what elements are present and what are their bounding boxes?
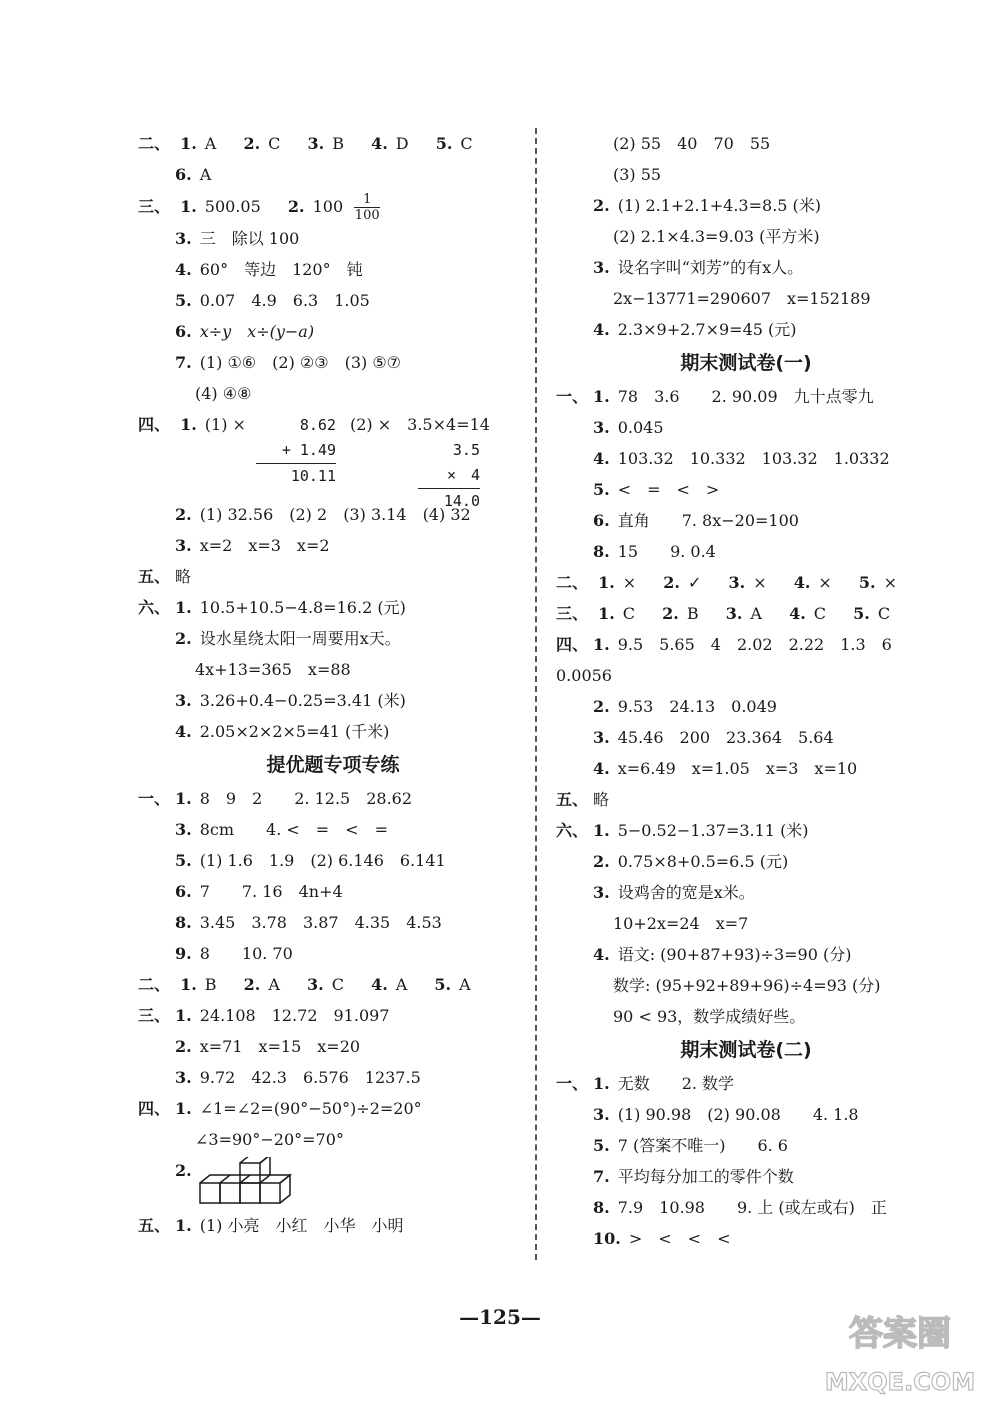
- item-answer: 10.5+10.5−4.8=16.2 (元): [199, 598, 406, 617]
- item-answer: (1) ①⑥ (2) ②③ (3) ⑤⑦: [199, 353, 402, 372]
- item-number: 1.: [180, 415, 197, 434]
- section-label: 四、: [138, 415, 171, 434]
- answer-line: [138, 876, 528, 907]
- item-answer: 100: [312, 197, 344, 216]
- answer-line: [138, 159, 528, 190]
- item-answer: 90 < 93，数学成绩好些。: [613, 1007, 806, 1026]
- item-number: 4.: [789, 604, 806, 623]
- item-answer: 78 3.6 2. 90.09 九十点零九: [617, 387, 874, 406]
- item-number: 5.: [175, 291, 192, 310]
- vertical-operand: 3.5: [452, 441, 480, 459]
- item-number: 3.: [593, 728, 610, 747]
- answer-line: [138, 190, 528, 223]
- answer-line: [556, 598, 936, 629]
- item-number: 4.: [175, 722, 192, 741]
- answer-line: [138, 409, 528, 510]
- item-number: 2.: [243, 134, 261, 153]
- fraction-denominator: 100: [354, 208, 380, 223]
- vertical-operand: × 4: [446, 466, 480, 484]
- answer-line: [556, 846, 936, 877]
- answer-line: [556, 877, 936, 908]
- item-number: 2.: [175, 505, 192, 524]
- item-answer: 设鸡舍的宽是x米。: [617, 883, 755, 902]
- item-answer: C: [877, 604, 891, 623]
- answer-line: [556, 314, 936, 345]
- item-number: 2.: [175, 629, 192, 648]
- item-answer: ×: [622, 573, 637, 592]
- item-answer: 103.32 10.332 103.32 1.0332: [617, 449, 890, 468]
- answer-line: [556, 939, 936, 970]
- item-answer: 10+2x=24 x=7: [613, 914, 749, 933]
- answer-line: [556, 283, 936, 314]
- item-number: 5.: [435, 134, 453, 153]
- item-answer: C: [622, 604, 636, 623]
- item-number: 4.: [175, 260, 192, 279]
- answer-line: [138, 561, 528, 592]
- item-answer: D: [395, 134, 409, 153]
- answer-line: [556, 1130, 936, 1161]
- item-number: 6.: [593, 511, 610, 530]
- section-title: 期末测试卷(一): [680, 352, 812, 374]
- answer-line: [138, 814, 528, 845]
- vertical-result: 14.0: [418, 488, 480, 514]
- item-number: 2.: [663, 573, 680, 592]
- item-answer: 5−0.52−1.37=3.11 (米): [617, 821, 809, 840]
- answer-line: [138, 1124, 528, 1155]
- item-answer: A: [750, 604, 762, 623]
- answer-line: [556, 505, 936, 536]
- item-answer: 9.72 42.3 6.576 1237.5: [199, 1068, 421, 1087]
- item-number: 5.: [175, 851, 192, 870]
- item-answer: 2.3×9+2.7×9=45 (元): [617, 320, 797, 339]
- item-number: 5.: [434, 975, 452, 994]
- item-number: 2.: [243, 975, 261, 994]
- section-label: 一、: [556, 387, 589, 406]
- answer-line: [556, 1001, 936, 1032]
- answer-line: [556, 381, 936, 412]
- section-label: 三、: [138, 197, 171, 216]
- vertical-addition: [256, 413, 336, 489]
- item-answer: 0.045: [617, 418, 664, 437]
- item-number: 10.: [593, 1229, 621, 1248]
- answer-line: [556, 536, 936, 567]
- item-answer: A: [199, 165, 212, 184]
- item-answer: 略: [593, 790, 610, 809]
- section-label: 二、: [138, 134, 171, 153]
- answer-line: [556, 722, 936, 753]
- item-answer: 500.05: [204, 197, 261, 216]
- item-answer: 2x−13771=290607 x=152189: [613, 289, 871, 308]
- answer-line: [138, 499, 528, 530]
- answer-line: [138, 907, 528, 938]
- item-answer: 直角 7. 8x−20=100: [617, 511, 799, 530]
- answer-line: [138, 685, 528, 716]
- item-answer: 三 除以 100: [199, 229, 300, 248]
- item-answer: (1) 1.6 1.9 (2) 6.146 6.141: [199, 851, 446, 870]
- item-answer: 设名字叫“刘芳”的有x人。: [617, 258, 804, 277]
- answer-line: [556, 221, 936, 252]
- item-number: 1.: [593, 387, 610, 406]
- item-answer: (1) 2.1+2.1+4.3=8.5 (米): [617, 196, 822, 215]
- answer-line: [556, 443, 936, 474]
- answer-line: [556, 908, 936, 939]
- item-number: 3.: [307, 975, 324, 994]
- item-number: 3.: [593, 883, 610, 902]
- item-number: 1.: [598, 604, 615, 623]
- answer-line: [138, 845, 528, 876]
- item-number: 1.: [593, 1074, 610, 1093]
- item-answer: x=71 x=15 x=20: [199, 1037, 361, 1056]
- item-number: 6.: [175, 882, 192, 901]
- section-label: 六、: [556, 821, 589, 840]
- item-number: 8.: [175, 913, 192, 932]
- item-answer: C: [268, 134, 281, 153]
- item-number: 7.: [593, 1167, 610, 1186]
- item-answer: 4x+13=365 x=88: [195, 660, 351, 679]
- answer-line: [556, 629, 936, 660]
- item-answer: 语文: (90+87+93)÷3=90 (分): [617, 945, 852, 964]
- item-answer: C: [813, 604, 827, 623]
- answer-line: [138, 316, 528, 347]
- answer-line: [138, 716, 528, 747]
- answer-line: [138, 1000, 528, 1031]
- item-answer: 略: [175, 567, 192, 586]
- item-answer: x=2 x=3 x=2: [199, 536, 330, 555]
- section-label: 六、: [138, 598, 171, 617]
- item-answer: B: [686, 604, 699, 623]
- item-number: 2.: [662, 604, 679, 623]
- item-answer: 0.07 4.9 6.3 1.05: [199, 291, 370, 310]
- item-number: 2.: [175, 1161, 192, 1180]
- item-number: 2.: [593, 697, 610, 716]
- item-number: 1.: [180, 134, 197, 153]
- item-number: 1.: [593, 635, 610, 654]
- item-number: 4.: [371, 134, 388, 153]
- item-answer: ∠1=∠2=(90°−50°)÷2=20°: [199, 1099, 422, 1118]
- item-number: 7.: [175, 353, 192, 372]
- item-answer: ✓: [688, 573, 702, 592]
- item-number: 1.: [175, 1099, 192, 1118]
- item-number: 2.: [593, 852, 610, 871]
- answer-line: [556, 190, 936, 221]
- item-answer: (2) 2.1×4.3=9.03 (平方米): [613, 227, 820, 246]
- answer-line: [556, 815, 936, 846]
- answer-line: [138, 285, 528, 316]
- item-answer: (2) × 3.5×4=14: [350, 415, 490, 434]
- item-answer: x=6.49 x=1.05 x=3 x=10: [617, 759, 858, 778]
- item-number: 4.: [593, 320, 610, 339]
- item-number: 4.: [593, 759, 610, 778]
- item-answer: A: [268, 975, 280, 994]
- section-label: 三、: [138, 1006, 171, 1025]
- item-answer: 0.75×8+0.5=6.5 (元): [617, 852, 789, 871]
- item-answer: A: [395, 975, 408, 994]
- item-number: 4.: [593, 449, 610, 468]
- fraction-numerator: 1: [363, 192, 372, 207]
- vertical-operand: 8.62: [299, 416, 336, 434]
- cube-stack-figure: [198, 1157, 308, 1209]
- item-answer: 0.0056: [556, 666, 612, 685]
- item-number: 2.: [175, 1037, 192, 1056]
- item-answer: (2) 55 40 70 55: [613, 134, 771, 153]
- item-number: 3.: [175, 536, 192, 555]
- fraction: [354, 193, 380, 222]
- answer-line: [556, 1161, 936, 1192]
- item-answer: 15 9. 0.4: [617, 542, 716, 561]
- item-answer: 60° 等边 120° 钝: [199, 260, 363, 279]
- item-answer: 3.26+0.4−0.25=3.41 (米): [199, 691, 406, 710]
- right-column: [556, 128, 936, 1254]
- item-number: 3.: [175, 229, 192, 248]
- item-answer: 24.108 12.72 91.097: [199, 1006, 390, 1025]
- column-divider: [535, 128, 537, 1260]
- answer-line: [138, 1210, 528, 1241]
- item-answer: (4) ④⑧: [195, 384, 252, 403]
- item-number: 1.: [175, 1216, 192, 1235]
- answer-line: [138, 1062, 528, 1093]
- item-number: 5.: [858, 573, 876, 592]
- item-number: 8.: [593, 1198, 610, 1217]
- item-answer: 9.5 5.65 4 2.02 2.22 1.3 6: [617, 635, 892, 654]
- answer-line: [556, 567, 936, 598]
- item-number: 1.: [593, 821, 610, 840]
- item-answer: 7 (答案不唯一) 6. 6: [617, 1136, 788, 1155]
- left-column: [138, 128, 528, 1241]
- item-answer: 7.9 10.98 9. 上 (或左或右) 正: [617, 1198, 887, 1217]
- item-answer: ×: [883, 573, 898, 592]
- item-answer: x÷y x÷(y−a): [199, 322, 315, 341]
- item-number: 3.: [175, 820, 192, 839]
- answer-line: [138, 347, 528, 378]
- item-number: 3.: [725, 604, 743, 623]
- item-answer: 8cm 4. < = < =: [199, 820, 388, 839]
- item-answer: ×: [818, 573, 832, 592]
- item-number: 1.: [175, 789, 192, 808]
- item-answer: < = < >: [617, 480, 720, 499]
- answer-line: [138, 592, 528, 623]
- item-number: 6.: [175, 165, 192, 184]
- item-number: 3.: [307, 134, 325, 153]
- section-label: 一、: [556, 1074, 589, 1093]
- answer-line: [138, 623, 528, 654]
- item-answer: 2.05×2×2×5=41 (千米): [199, 722, 390, 741]
- item-answer: 8 9 2 2. 12.5 28.62: [199, 789, 413, 808]
- answer-line: [556, 252, 936, 283]
- item-number: 5.: [593, 1136, 610, 1155]
- section-label: 五、: [138, 567, 171, 586]
- answer-line: [138, 969, 528, 1000]
- answer-line: [138, 654, 528, 685]
- section-title: 提优题专项专练: [266, 754, 400, 776]
- item-number: 3.: [175, 691, 192, 710]
- section-label: 五、: [138, 1216, 171, 1235]
- item-answer: 数学: (95+92+89+96)÷4=93 (分): [613, 976, 881, 995]
- answer-line: [556, 128, 936, 159]
- item-answer: 7 7. 16 4n+4: [199, 882, 343, 901]
- answer-line: [556, 660, 936, 691]
- item-number: 2.: [287, 197, 305, 216]
- section-label: 二、: [556, 573, 589, 592]
- section-title: 期末测试卷(二): [680, 1039, 812, 1061]
- answer-line: [138, 1093, 528, 1124]
- item-answer: A: [459, 975, 471, 994]
- item-answer: 45.46 200 23.364 5.64: [617, 728, 834, 747]
- item-answer: (1) 32.56 (2) 2 (3) 3.14 (4) 32: [199, 505, 471, 524]
- item-answer: C: [331, 975, 344, 994]
- item-answer: B: [332, 134, 344, 153]
- answer-line: [556, 691, 936, 722]
- answer-line: [138, 223, 528, 254]
- answer-line: [138, 1155, 528, 1210]
- answer-line: [138, 530, 528, 561]
- section-label: 一、: [138, 789, 171, 808]
- item-number: 1.: [598, 573, 615, 592]
- item-answer: C: [460, 134, 473, 153]
- item-answer: (3) 55: [613, 165, 662, 184]
- item-answer: ∠3=90°−20°=70°: [195, 1130, 344, 1149]
- section-label: 四、: [138, 1099, 171, 1118]
- item-number: 3.: [593, 418, 610, 437]
- answer-line: [556, 474, 936, 505]
- item-number: 8.: [593, 542, 610, 561]
- item-number: 1.: [180, 975, 197, 994]
- section-label: 三、: [556, 604, 589, 623]
- answer-line: [556, 753, 936, 784]
- answer-line: [556, 412, 936, 443]
- answer-line: [138, 378, 528, 409]
- item-number: 3.: [593, 1105, 610, 1124]
- item-number: 6.: [175, 322, 192, 341]
- answer-line: [556, 784, 936, 815]
- item-number: 1.: [175, 598, 192, 617]
- item-answer: 无数 2. 数学: [617, 1074, 735, 1093]
- vertical-operand: + 1.49: [281, 441, 336, 459]
- watermark-logo: [812, 1300, 987, 1400]
- item-number: 3.: [593, 258, 610, 277]
- item-answer: (1) 90.98 (2) 90.08 4. 1.8: [617, 1105, 859, 1124]
- item-answer: 平均每分加工的零件个数: [617, 1167, 794, 1186]
- item-answer: (1) 小亮 小红 小华 小明: [199, 1216, 404, 1235]
- item-answer: 9.53 24.13 0.049: [617, 697, 777, 716]
- watermark-top: 答案圈: [849, 1314, 951, 1354]
- item-number: 1.: [175, 1006, 192, 1025]
- answer-line: [138, 783, 528, 814]
- item-answer: > < < <: [628, 1229, 731, 1248]
- item-answer: 8 10. 70: [199, 944, 293, 963]
- item-number: 3.: [175, 1068, 192, 1087]
- section-label: 五、: [556, 790, 589, 809]
- watermark-bottom: MXQE.COM: [824, 1368, 976, 1396]
- answer-line: [556, 1223, 936, 1254]
- item-number: 5.: [593, 480, 610, 499]
- item-answer: (1) ×: [204, 415, 246, 434]
- answer-line: [138, 254, 528, 285]
- answer-line: [556, 1068, 936, 1099]
- item-number: 5.: [853, 604, 870, 623]
- item-answer: A: [204, 134, 217, 153]
- answer-line: [556, 1099, 936, 1130]
- item-number: 3.: [728, 573, 746, 592]
- page-number: —125—: [459, 1305, 541, 1329]
- answer-line: [556, 970, 936, 1001]
- item-number: 2.: [593, 196, 610, 215]
- item-answer: ×: [753, 573, 767, 592]
- item-answer: B: [204, 975, 217, 994]
- vertical-result: 10.11: [256, 463, 336, 489]
- item-answer: 设水星绕太阳一周要用x天。: [199, 629, 401, 648]
- item-number: 4.: [371, 975, 388, 994]
- answer-line: [138, 1031, 528, 1062]
- answer-line: [556, 1192, 936, 1223]
- item-answer: 3.45 3.78 3.87 4.35 4.53: [199, 913, 442, 932]
- item-number: 9.: [175, 944, 192, 963]
- section-label: 四、: [556, 635, 589, 654]
- item-number: 4.: [793, 573, 811, 592]
- answer-line: [138, 128, 528, 159]
- item-number: 1.: [180, 197, 197, 216]
- section-label: 二、: [138, 975, 171, 994]
- item-number: 4.: [593, 945, 610, 964]
- answer-line: [138, 938, 528, 969]
- answer-line: [556, 159, 936, 190]
